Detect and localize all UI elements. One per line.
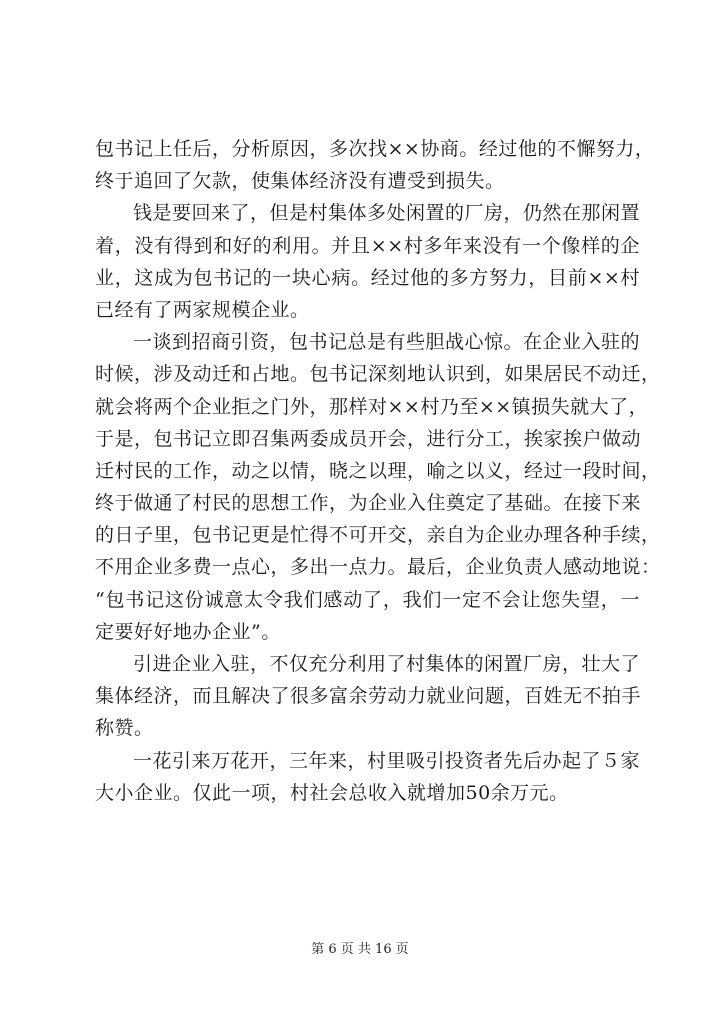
- text-line: 称赞。: [95, 717, 154, 740]
- text-line: 就会将两个企业拒之门外，那样对××村乃至××镇损失就大了，: [95, 395, 649, 418]
- text-line: 一花引来万花开，三年来，村里吸引投资者先后办起了５家: [133, 749, 641, 772]
- page-number-footer: 第 6 页 共 16 页: [311, 942, 409, 957]
- text-line: 的日子里，包书记更是忙得不可开交，亲自为企业办理各种手续，: [95, 524, 661, 547]
- text-line: 终于做通了村民的思想工作，为企业入住奠定了基础。在接下来: [95, 492, 642, 515]
- text-line: 不用企业多费一点心，多出一点力。最后，企业负责人感动地说：: [95, 556, 661, 579]
- paragraph-3: [95, 326, 661, 648]
- paragraph-1: [95, 133, 655, 197]
- paragraph-5: [95, 745, 640, 809]
- paragraph-2: [95, 197, 640, 326]
- paragraph-4: [95, 648, 640, 745]
- text-line: 引进企业入驻，不仅充分利用了村集体的闲置厂房，壮大了: [133, 653, 641, 675]
- text-line: 时候，涉及动迁和占地。包书记深刻地认识到，如果居民不动迁，: [95, 363, 661, 386]
- text-line: 终于追回了欠款，使集体经济没有遭受到损失。: [95, 170, 505, 193]
- text-line: 集体经济，而且解决了很多富余劳动力就业问题，百姓无不拍手: [95, 685, 642, 708]
- text-line: 一谈到招商引资，包书记总是有些胆战心惊。在企业入驻的: [133, 331, 641, 354]
- text-line: 业，这成为包书记的一块心病。经过他的多方努力，目前××村: [95, 266, 640, 289]
- text-line: 包书记上任后，分析原因，多次找××协商。经过他的不懈努力，: [95, 138, 655, 160]
- text-line: 于是，包书记立即召集两委成员开会，进行分工，挨家挨户做动: [95, 427, 642, 450]
- text-line: 定要好好地办企业”。: [95, 620, 281, 643]
- text-line: “包书记这份诚意太令我们感动了，我们一定不会让您失望，一: [95, 588, 640, 611]
- text-line: 着，没有得到和好的利用。并且××村多年来没有一个像样的企: [95, 234, 640, 257]
- text-line: 迁村民的工作，动之以情，晓之以理，喻之以义，经过一段时间，: [95, 459, 661, 482]
- text-line: 钱是要回来了，但是村集体多处闲置的厂房，仍然在那闲置: [133, 202, 641, 225]
- document-body: [95, 133, 661, 809]
- text-line: 大小企业。仅此一项，村社会总收入就增加50余万元。: [95, 781, 569, 804]
- text-line: 已经有了两家规模企业。: [95, 298, 310, 321]
